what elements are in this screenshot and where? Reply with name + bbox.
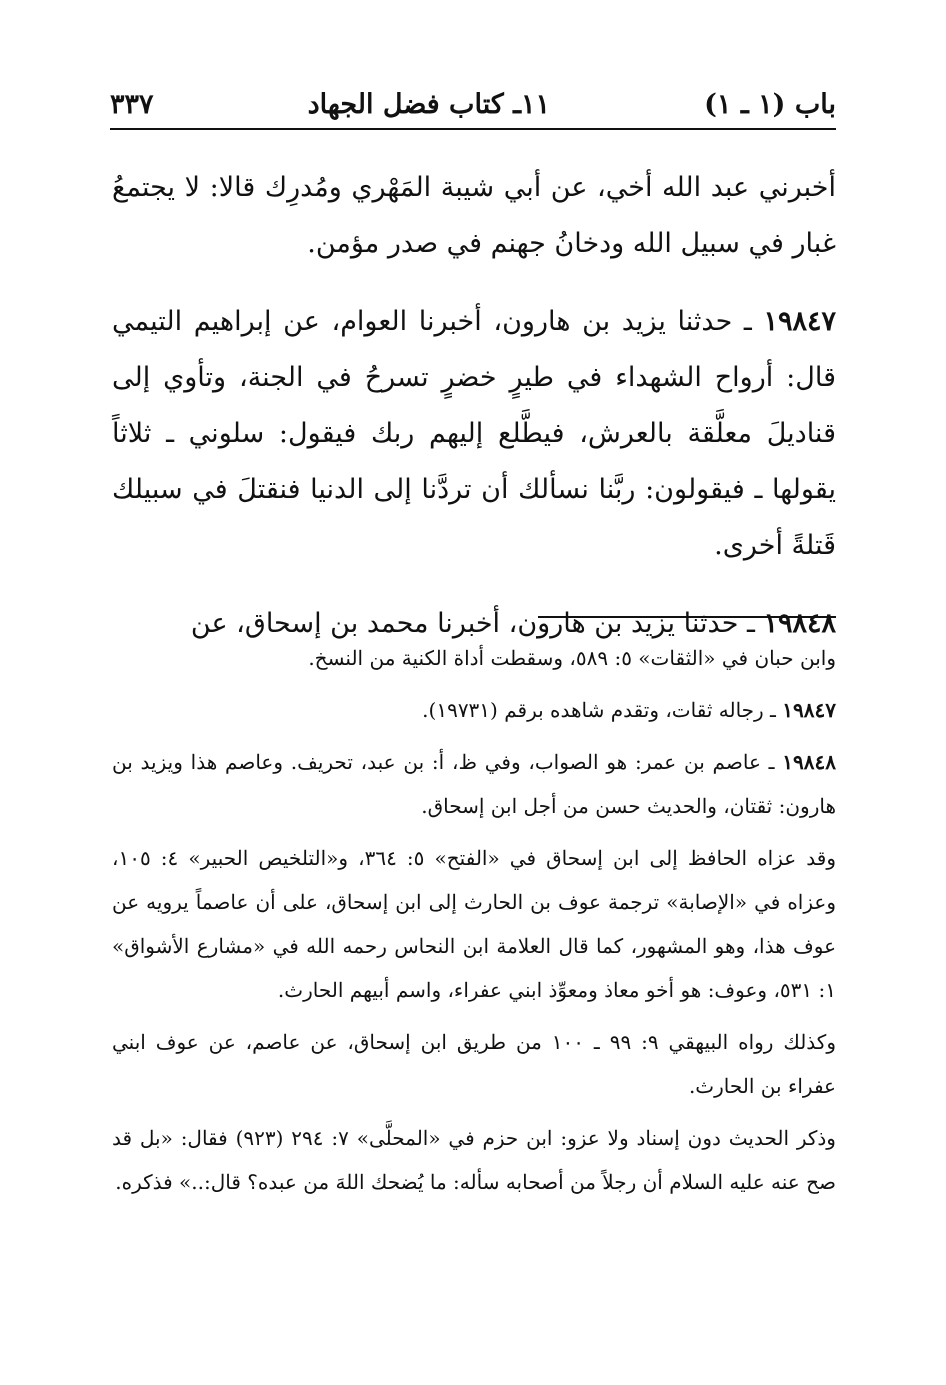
footnote-number: ١٩٨٤٨ bbox=[782, 750, 837, 774]
book-title: ١١ـ كتاب فضل الجهاد bbox=[307, 88, 551, 120]
footnote-19848 bbox=[112, 740, 836, 828]
footnote-paragraph: وذكر الحديث دون إسناد ولا عزو: ابن حزم في «المحلَّى» ٧: ٢٩٤ (٩٢٣) فقال: «بل قد صح عنه عليه السلام أن رجلاً من أصحابه سأله: ما يُضحك اللهَ من عبده؟ قال:..» فذكره. bbox=[112, 1126, 836, 1194]
header-rule bbox=[110, 128, 836, 130]
footnote-number: ١٩٨٤٧ bbox=[782, 698, 836, 722]
paragraph-continuation: أخبرني عبد الله أخي، عن أبي شيبة المَهْري ومُدرِك قالا: لا يجتمعُ غبار في سبيل الله ودخانُ جهنم في صدر مؤمن. bbox=[112, 172, 836, 259]
main-text bbox=[112, 160, 836, 674]
hadith-number: ١٩٨٤٧ bbox=[763, 306, 836, 337]
hadith-text: ـ حدثنا يزيد بن هارون، أخبرنا العوام، عن إبراهيم التيمي قال: أرواح الشهداء في طيرٍ خضرٍ تسرحُ في الجنة، وتأوي إلى قناديلَ معلَّقة بالعرش، فيطَّلع إليهم ربك فيقول: سلوني ـ ثلاثاً يقولها ـ فيقولون: ربَّنا نسألك أن تردَّنا إلى الدنيا فنقتلَ في سبيلك قَتلةً أخرى. bbox=[112, 306, 836, 561]
hadith-19847 bbox=[112, 294, 836, 574]
footnote-text: ـ رجاله ثقات، وتقدم شاهده برقم (١٩٧٣١). bbox=[422, 698, 776, 722]
page-number: ٣٣٧ bbox=[110, 88, 154, 120]
footnote-separator bbox=[538, 616, 836, 618]
footnote-paragraph: وقد عزاه الحافظ إلى ابن إسحاق في «الفتح» ٥: ٣٦٤، و«التلخيص الحبير» ٤: ١٠٥، وعزاه في «الإصابة» ترجمة عوف بن الحارث إلى ابن إسحاق، على أن عاصماً يرويه عن عوف هذا، وهو المشهور، كما قال العلامة ابن النحاس رحمه الله في «مشارع الأشواق» ١: ٥٣١، وعوف: هو أخو معاذ ومعوِّذ ابني عفراء، واسم أبيهم الحارث. bbox=[112, 846, 837, 1002]
footnote-paragraph: وكذلك رواه البيهقي ٩: ٩٩ ـ ١٠٠ من طريق ابن إسحاق، عن عاصم، عن عوف ابني عفراء بن الحارث. bbox=[112, 1030, 836, 1098]
footnote-continuation: وابن حبان في «الثقات» ٥: ٥٨٩، وسقطت أداة الكنية من النسخ. bbox=[308, 646, 836, 670]
running-header bbox=[110, 84, 836, 124]
chapter-label: باب (١ ـ ١) bbox=[704, 88, 836, 120]
hadith-number: ١٩٨٤٨ bbox=[763, 608, 836, 639]
footnote-text: ـ عاصم بن عمر: هو الصواب، وفي ظ، أ: بن عبد، تحريف. وعاصم هذا ويزيد بن هارون: ثقتان، والحديث حسن من أجل ابن إسحاق. bbox=[112, 750, 836, 818]
footnote-19847 bbox=[112, 688, 836, 732]
hadith-text: ـ حدثنا يزيد بن هارون، أخبرنا محمد بن إسحاق، عن bbox=[190, 608, 755, 639]
footnotes bbox=[112, 636, 836, 1212]
